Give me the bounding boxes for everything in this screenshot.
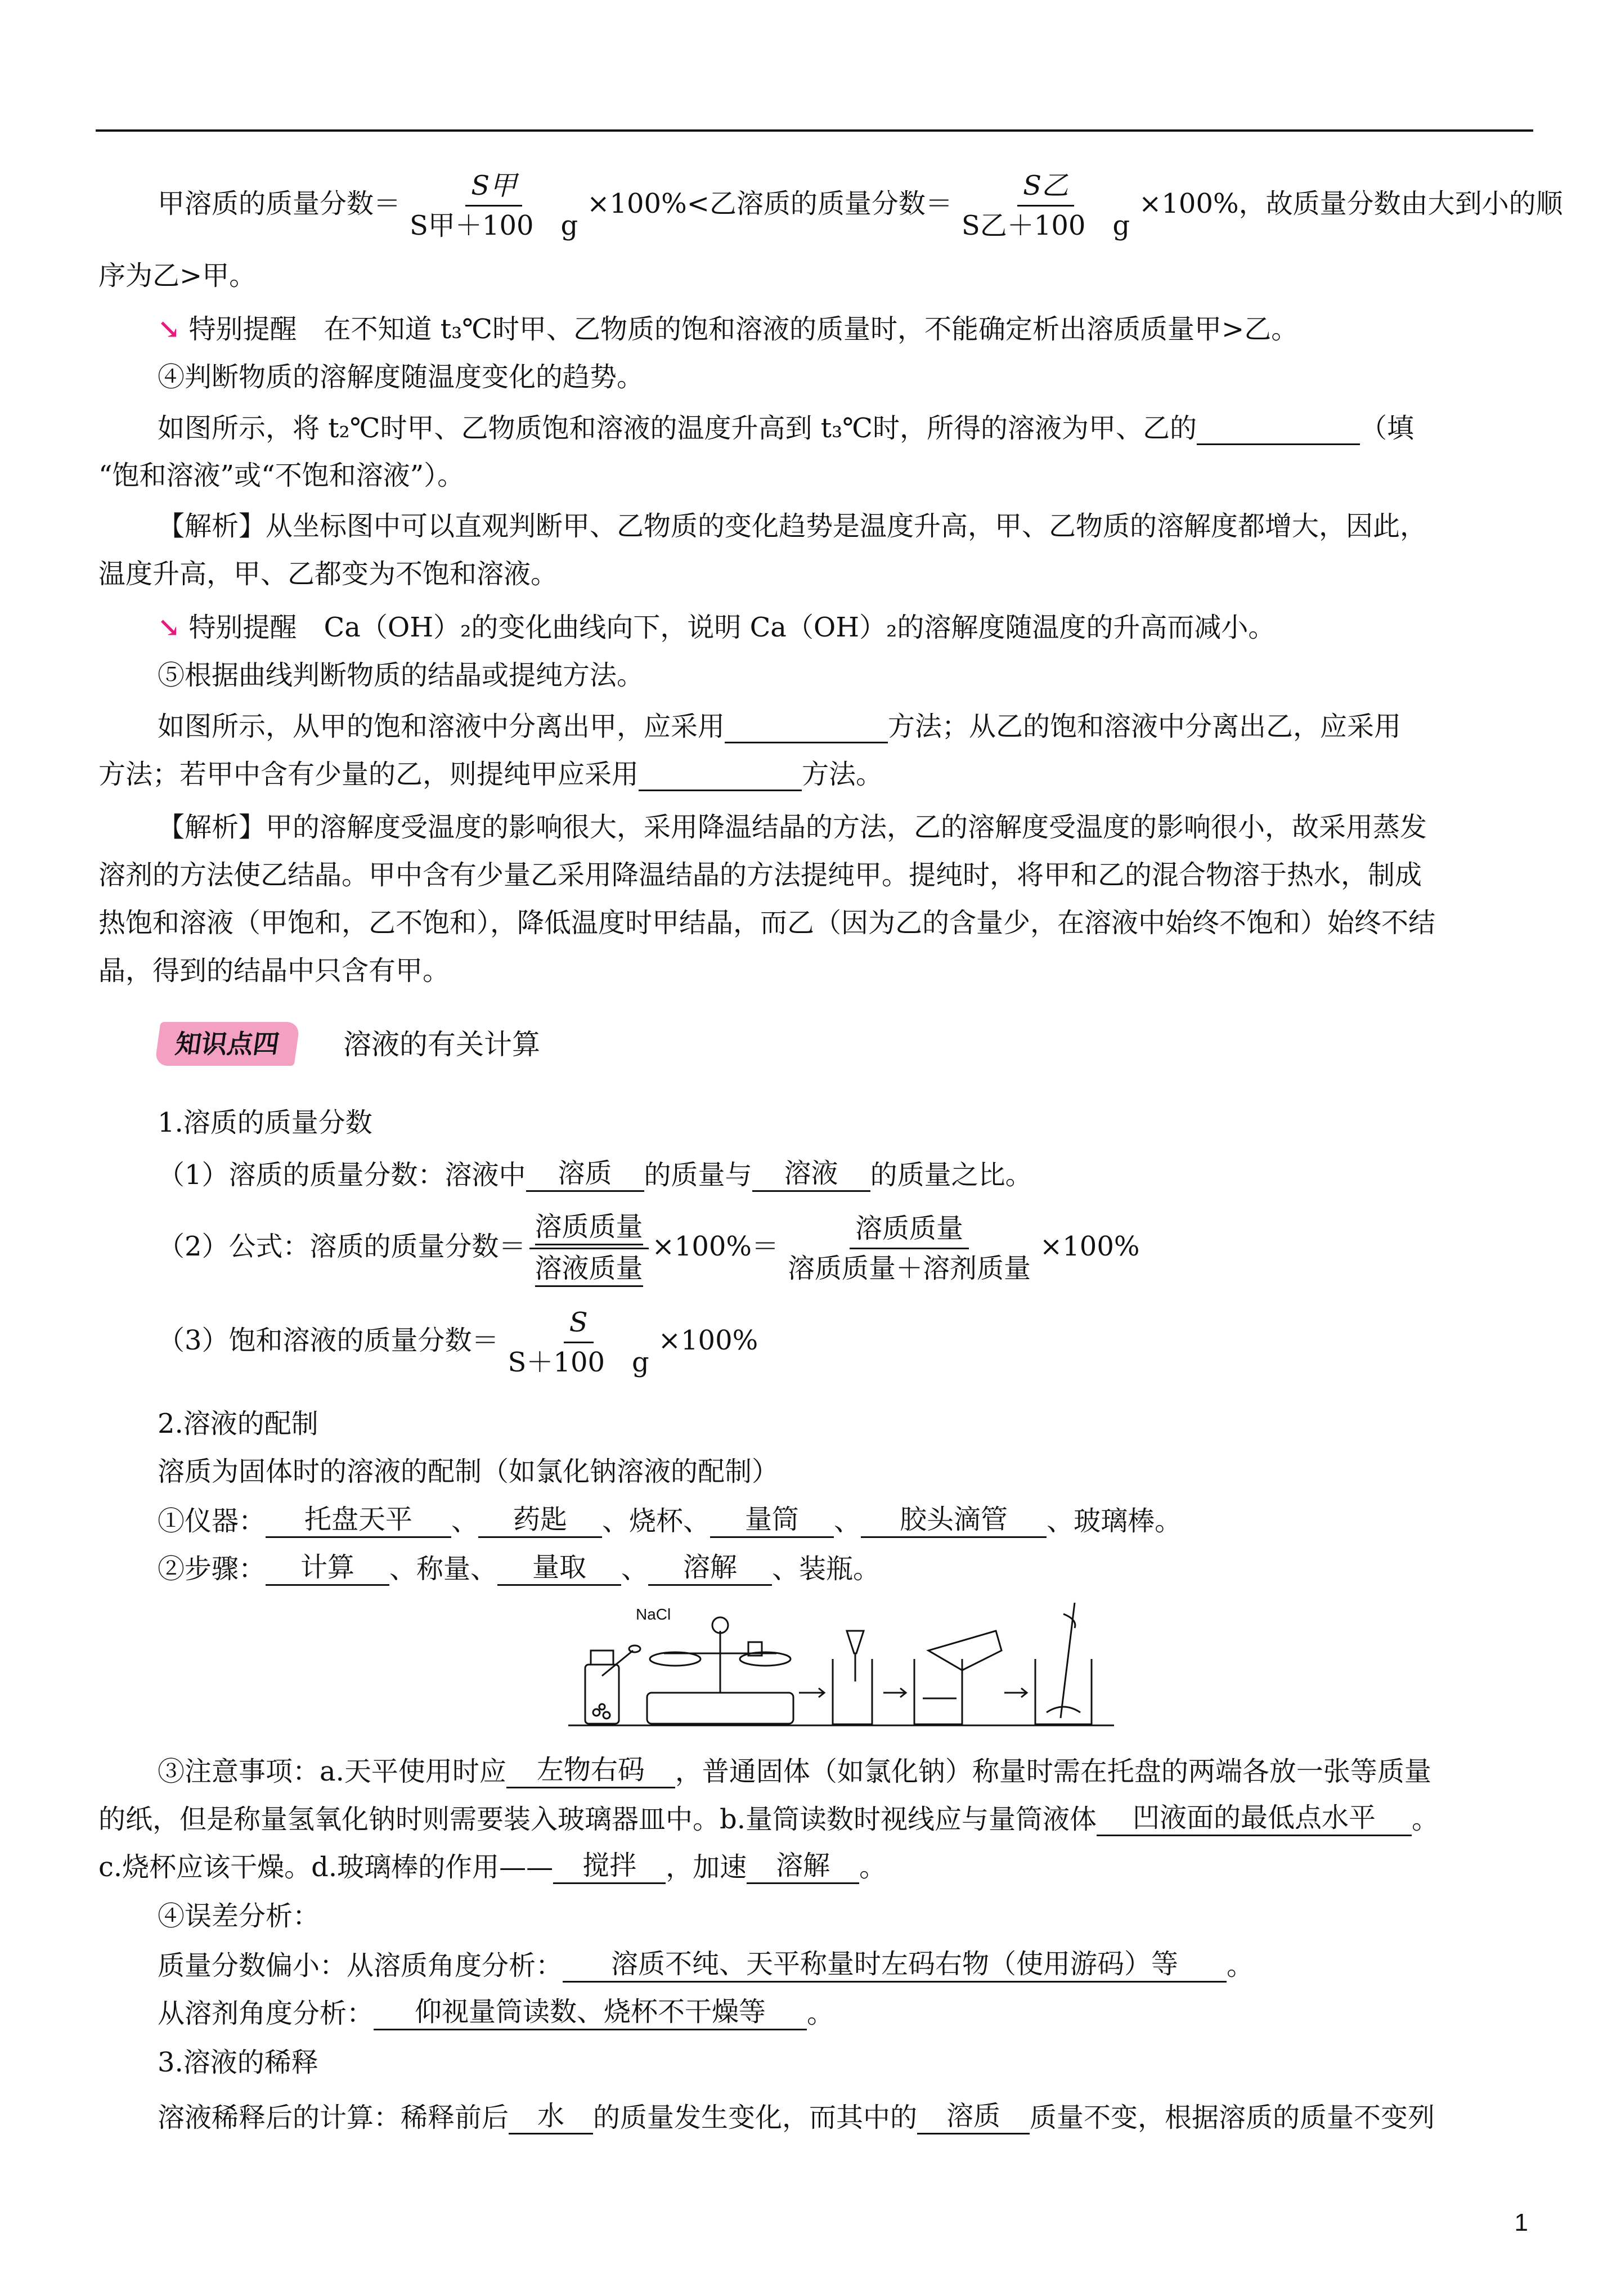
text: 方法；若甲中含有少量的乙，则提纯甲应采用 bbox=[98, 759, 639, 790]
analysis-5-line3: 热饱和溶液（甲饱和，乙不饱和），降低温度时甲结晶，而乙（因为乙的含量少，在溶液中始终不饱和）始终不结 bbox=[98, 907, 1436, 939]
text: 的质量与 bbox=[644, 1159, 752, 1191]
stirring-beaker-icon bbox=[1035, 1603, 1092, 1724]
heading-preparation: 2.溶液的配制 bbox=[158, 1408, 318, 1440]
fraction-denominator: S甲＋100 g bbox=[410, 210, 578, 241]
analysis-4-line1: 【解析】从坐标图中可以直观判断甲、乙物质的变化趋势是温度升高，甲、乙物质的溶解度都增大，因此， bbox=[158, 510, 1427, 542]
reagent-jar-icon bbox=[585, 1651, 619, 1724]
preparation-intro: 溶质为固体时的溶液的配制（如氯化钠溶液的配制） bbox=[158, 1456, 779, 1487]
answer-blank[interactable] bbox=[639, 757, 802, 791]
paragraph-mass-fraction bbox=[158, 169, 1563, 243]
special-tip-1 bbox=[158, 312, 1530, 346]
tip-text: 在不知道 t₃℃时甲、乙物质的饱和溶液的质量时，不能确定析出溶质质量甲>乙。 bbox=[324, 313, 1299, 345]
text: ①仪器： bbox=[158, 1505, 266, 1537]
answer-filled: 水 bbox=[509, 2099, 593, 2134]
text: 如图所示，从甲的饱和溶液中分离出甲，应采用 bbox=[158, 711, 725, 742]
fraction-denominator: S＋100 g bbox=[508, 1347, 649, 1378]
text: （填 bbox=[1359, 412, 1414, 444]
answer-filled: 托盘天平 bbox=[266, 1503, 451, 1538]
answer-filled: 溶解 bbox=[648, 1550, 772, 1586]
notes-line3 bbox=[98, 1849, 1471, 1884]
arrow-icon: ↘ bbox=[158, 612, 181, 643]
answer-filled: 溶液 bbox=[752, 1156, 870, 1192]
nacl-label: NaCl bbox=[636, 1606, 671, 1623]
text: 溶液稀释后的计算：稀释前后 bbox=[158, 2102, 509, 2133]
answer-filled: 量取 bbox=[497, 1550, 621, 1586]
text: 的质量之比。 bbox=[870, 1159, 1032, 1191]
answer-filled: 搅拌 bbox=[553, 1849, 666, 1884]
text: 、 bbox=[834, 1505, 861, 1537]
text: ，普通固体（如氯化钠）称量时需在托盘的两端各放一张等质量 bbox=[675, 1756, 1431, 1787]
text: 质量不变，根据溶质的质量不变列 bbox=[1030, 2102, 1435, 2133]
question-5-line2 bbox=[98, 757, 1471, 791]
answer-filled: 胶头滴管 bbox=[861, 1503, 1047, 1538]
text: ，加速 bbox=[666, 1851, 747, 1883]
text: 从溶剂角度分析： bbox=[158, 1998, 374, 2029]
text: 方法。 bbox=[802, 759, 883, 790]
analysis-5-line4: 晶，得到的结晶中只含有甲。 bbox=[98, 955, 450, 986]
special-tip-2 bbox=[158, 611, 1530, 644]
heading-mass-fraction: 1.溶质的质量分数 bbox=[158, 1107, 372, 1138]
section-badge: 知识点四 bbox=[155, 1022, 300, 1066]
text: 如图所示，将 t₂℃时甲、乙物质饱和溶液的温度升高到 t₃℃时，所得的溶液为甲、乙的 bbox=[158, 412, 1197, 444]
fraction-numerator: S乙 bbox=[1017, 169, 1074, 207]
text: ×100%<乙溶质的质量分数＝ bbox=[587, 188, 953, 219]
fraction-numerator: 溶质质量 bbox=[850, 1212, 969, 1249]
text: 。 bbox=[859, 1851, 887, 1883]
text: c.烧杯应该干燥。d.玻璃棒的作用—— bbox=[98, 1851, 554, 1883]
answer-filled: 药匙 bbox=[478, 1503, 602, 1538]
pouring-beaker-icon bbox=[914, 1631, 1002, 1724]
fraction-denominator: S乙＋100 g bbox=[961, 210, 1130, 241]
answer-blank[interactable] bbox=[725, 709, 888, 743]
fraction-yi bbox=[956, 169, 1135, 243]
text: 甲溶质的质量分数＝ bbox=[158, 188, 401, 219]
definition-line bbox=[158, 1156, 1530, 1192]
text: （2）公式：溶质的质量分数＝ bbox=[158, 1231, 526, 1262]
header-rule bbox=[96, 129, 1533, 132]
text: 。 bbox=[1227, 1950, 1254, 1981]
answer-blank[interactable] bbox=[1197, 411, 1360, 445]
arrow-icon: ↘ bbox=[158, 313, 181, 345]
answer-filled: 计算 bbox=[266, 1550, 389, 1586]
answer-filled: 溶质 bbox=[526, 1156, 644, 1192]
text: 、称量、 bbox=[389, 1553, 498, 1585]
tip-text: Ca（OH）₂的变化曲线向下，说明 Ca（OH）₂的溶解度随温度的升高而减小。 bbox=[324, 612, 1276, 643]
fraction-denominator: 溶液质量 bbox=[535, 1252, 643, 1287]
text: （3）饱和溶液的质量分数＝ bbox=[158, 1325, 499, 1356]
notes-line1 bbox=[158, 1753, 1530, 1788]
text: 的质量发生变化，而其中的 bbox=[593, 2102, 918, 2133]
question-5-line1 bbox=[158, 709, 1530, 743]
fraction-denominator: 溶质质量＋溶剂质量 bbox=[788, 1253, 1031, 1284]
saturated-formula-line bbox=[158, 1306, 1530, 1379]
text: 、玻璃棒。 bbox=[1047, 1505, 1182, 1537]
beaker-icon bbox=[833, 1631, 872, 1724]
tip-label: 特别提醒 bbox=[188, 612, 297, 643]
text: ②步骤： bbox=[158, 1553, 266, 1585]
answer-filled: 溶解 bbox=[747, 1849, 859, 1884]
text: ×100%，故质量分数由大到小的顺 bbox=[1139, 188, 1563, 219]
paragraph-line: “饱和溶液”或“不饱和溶液”）。 bbox=[98, 460, 465, 491]
answer-filled: 溶质不纯、天平称量时左码右物（使用游码）等 bbox=[563, 1947, 1227, 1983]
answer-filled: 左物右码 bbox=[506, 1753, 675, 1788]
answer-filled: 凹液面的最低点水平 bbox=[1097, 1801, 1412, 1836]
notes-line2 bbox=[98, 1801, 1471, 1836]
fraction-numerator: S甲 bbox=[465, 169, 522, 207]
text: ×100%＝ bbox=[652, 1231, 779, 1262]
text: 质量分数偏小：从溶质角度分析： bbox=[158, 1950, 563, 1981]
text: 。 bbox=[1412, 1804, 1439, 1835]
answer-filled: 量筒 bbox=[710, 1503, 834, 1538]
answer-filled: 仰视量筒读数、烧杯不干燥等 bbox=[374, 1995, 807, 2030]
error-analysis-heading: ④误差分析： bbox=[158, 1900, 320, 1932]
text: 的纸，但是称量氢氧化钠时则需要装入玻璃器皿中。b.量筒读数时视线应与量筒液体 bbox=[98, 1804, 1097, 1835]
preparation-procedure-figure bbox=[568, 1597, 1114, 1732]
fraction-3 bbox=[502, 1306, 655, 1379]
fraction-numerator: S bbox=[564, 1306, 594, 1343]
text: 、装瓶。 bbox=[772, 1553, 881, 1585]
text: 、 bbox=[621, 1553, 649, 1585]
section-title: 溶液的有关计算 bbox=[343, 1028, 540, 1061]
heading-dilution: 3.溶液的稀释 bbox=[158, 2047, 318, 2078]
fraction-2 bbox=[782, 1212, 1036, 1285]
analysis-5-line2: 溶剂的方法使乙结晶。甲中含有少量乙采用降温结晶的方法提纯甲。提纯时，将甲和乙的混合物溶于热水，制成 bbox=[98, 859, 1422, 891]
formula-line bbox=[158, 1210, 1530, 1287]
error-solvent-line bbox=[158, 1995, 1530, 2030]
analysis-5-line1: 【解析】甲的溶解度受温度的影响很大，采用降温结晶的方法，乙的溶解度受温度的影响很小，故采用蒸发 bbox=[158, 811, 1427, 843]
page-number: 1 bbox=[1514, 2209, 1528, 2236]
steps-line bbox=[158, 1550, 1530, 1586]
text: 、烧杯、 bbox=[602, 1505, 711, 1537]
text: （1）溶质的质量分数：溶液中 bbox=[158, 1159, 526, 1191]
dilution-line bbox=[158, 2099, 1530, 2134]
text: 方法；从乙的饱和溶液中分离出乙，应采用 bbox=[888, 711, 1402, 742]
fraction-numerator: 溶质质量 bbox=[535, 1210, 643, 1245]
text: ×100% bbox=[658, 1325, 758, 1356]
text: 。 bbox=[807, 1998, 834, 2029]
answer-filled: 溶质 bbox=[917, 2099, 1030, 2134]
question-4 bbox=[158, 411, 1530, 445]
item-4-heading: ④判断物质的溶解度随温度变化的趋势。 bbox=[158, 361, 644, 393]
paragraph-line: 序为乙>甲。 bbox=[98, 260, 257, 292]
tip-label: 特别提醒 bbox=[188, 313, 297, 345]
analysis-4-line2: 温度升高，甲、乙都变为不饱和溶液。 bbox=[98, 558, 558, 590]
item-5-heading: ⑤根据曲线判断物质的结晶或提纯方法。 bbox=[158, 660, 644, 691]
text: ×100% bbox=[1040, 1231, 1140, 1262]
error-solute-line bbox=[158, 1947, 1530, 1983]
fraction-jia bbox=[404, 169, 583, 243]
balance-icon bbox=[647, 1617, 793, 1724]
instruments-line bbox=[158, 1503, 1530, 1538]
text: ③注意事项：a.天平使用时应 bbox=[158, 1756, 506, 1787]
text: 、 bbox=[451, 1505, 479, 1537]
fraction-1 bbox=[529, 1210, 649, 1287]
